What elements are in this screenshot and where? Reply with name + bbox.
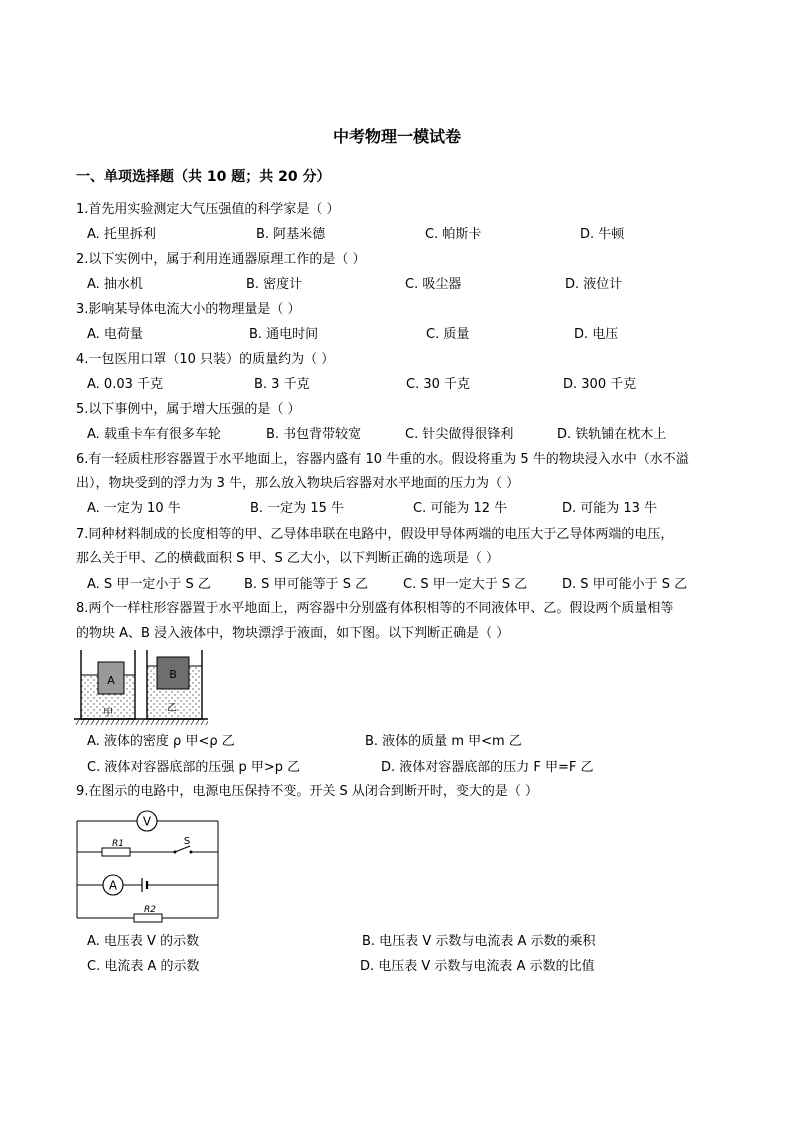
- question-8-stem-line-2: 的物块 A、B 浸入液体中，物块漂浮于液面，如下图。以下判断正确是（ ）: [76, 626, 510, 641]
- question-8-option-b[interactable]: B. 液体的质量 m 甲<m 乙: [365, 734, 522, 749]
- voltmeter-label: V: [142, 814, 152, 829]
- question-3-option-d[interactable]: D. 电压: [574, 327, 619, 342]
- question-5-option-d[interactable]: D. 铁轨铺在枕木上: [557, 427, 667, 442]
- question-5-stem: 5.以下事例中，属于增大压强的是（ ）: [76, 402, 301, 417]
- resistor-r1-label: R1: [112, 839, 124, 849]
- question-6-option-d[interactable]: D. 可能为 13 牛: [562, 501, 658, 516]
- question-5-option-a[interactable]: A. 载重卡车有很多车轮: [87, 427, 221, 442]
- question-5-option-c[interactable]: C. 针尖做得很锋利: [405, 427, 514, 442]
- containers-figure: [74, 648, 214, 726]
- question-2-stem: 2.以下实例中，属于利用连通器原理工作的是（ ）: [76, 252, 366, 267]
- question-6-option-c[interactable]: C. 可能为 12 牛: [413, 501, 508, 516]
- question-7-option-d[interactable]: D. S 甲可能小于 S 乙: [562, 577, 688, 592]
- liquid-jia-label: 甲: [103, 708, 113, 719]
- question-9-option-b[interactable]: B. 电压表 V 示数与电流表 A 示数的乘积: [362, 934, 596, 949]
- question-7-stem-line-1: 7.同种材料制成的长度相等的甲、乙导体串联在电路中，假设甲导体两端的电压大于乙导体两端的电压，: [76, 527, 674, 542]
- page-title: 中考物理一模试卷: [332, 127, 461, 146]
- block-b-label: B: [169, 668, 177, 681]
- question-3-stem: 3.影响某导体电流大小的物理量是（ ）: [76, 302, 301, 317]
- question-1-option-b[interactable]: B. 阿基米德: [256, 227, 326, 242]
- question-7-option-c[interactable]: C. S 甲一定大于 S 乙: [403, 577, 528, 592]
- question-9-stem: 9.在图示的电路中，电源电压保持不变。开关 S 从闭合到断开时，变大的是（ ）: [76, 784, 539, 799]
- question-4-option-d[interactable]: D. 300 千克: [563, 377, 637, 392]
- question-1-option-c[interactable]: C. 帕斯卡: [425, 227, 482, 242]
- question-1-stem: 1.首先用实验测定大气压强值的科学家是（ ）: [76, 202, 340, 217]
- question-3-option-b[interactable]: B. 通电时间: [249, 327, 319, 342]
- circuit-figure: [74, 808, 224, 924]
- question-7-option-a[interactable]: A. S 甲一定小于 S 乙: [87, 577, 211, 592]
- question-3-option-a[interactable]: A. 电荷量: [87, 327, 143, 342]
- question-5-option-b[interactable]: B. 书包背带较宽: [266, 427, 362, 442]
- block-a-label: A: [107, 674, 115, 687]
- question-2-option-a[interactable]: A. 抽水机: [87, 277, 143, 292]
- question-8-option-c[interactable]: C. 液体对容器底部的压强 p 甲>p 乙: [87, 760, 301, 775]
- section-heading: 一、单项选择题（共 10 题；共 20 分）: [76, 169, 331, 185]
- question-6-stem-line-2: 出），物块受到的浮力为 3 牛，那么放入物块后容器对水平地面的压力为（ ）: [76, 476, 520, 491]
- resistor-r1: [102, 848, 130, 856]
- question-4-option-c[interactable]: C. 30 千克: [406, 377, 471, 392]
- question-8-stem-line-1: 8.两个一样柱形容器置于水平地面上，两容器中分别盛有体积相等的不同液体甲、乙。假设两个质量相等: [76, 601, 674, 616]
- question-9-option-c[interactable]: C. 电流表 A 的示数: [87, 959, 200, 974]
- question-9-option-a[interactable]: A. 电压表 V 的示数: [87, 934, 200, 949]
- question-4-option-b[interactable]: B. 3 千克: [254, 377, 310, 392]
- question-6-option-a[interactable]: A. 一定为 10 牛: [87, 501, 181, 516]
- question-9-option-d[interactable]: D. 电压表 V 示数与电流表 A 示数的比值: [360, 959, 595, 974]
- resistor-r2: [134, 914, 162, 922]
- ground: [74, 719, 208, 725]
- ammeter-label: A: [108, 878, 118, 893]
- question-4-stem: 4.一包医用口罩（10 只装）的质量约为（ ）: [76, 352, 335, 367]
- question-2-option-d[interactable]: D. 液位计: [565, 277, 623, 292]
- switch-s-label: S: [183, 836, 191, 847]
- question-3-option-c[interactable]: C. 质量: [426, 327, 470, 342]
- question-6-stem-line-1: 6.有一轻质柱形容器置于水平地面上，容器内盛有 10 牛重的水。假设将重为 5 牛的物块浸入水中（水不溢: [76, 452, 689, 467]
- question-1-option-d[interactable]: D. 牛顿: [580, 227, 625, 242]
- question-1-option-a[interactable]: A. 托里拆利: [87, 227, 156, 242]
- question-2-option-c[interactable]: C. 吸尘器: [405, 277, 462, 292]
- question-4-option-a[interactable]: A. 0.03 千克: [87, 377, 164, 392]
- question-7-option-b[interactable]: B. S 甲可能等于 S 乙: [244, 577, 369, 592]
- resistor-r2-label: R2: [144, 905, 156, 915]
- question-2-option-b[interactable]: B. 密度计: [246, 277, 303, 292]
- question-6-option-b[interactable]: B. 一定为 15 牛: [250, 501, 344, 516]
- question-8-option-d[interactable]: D. 液体对容器底部的压力 F 甲=F 乙: [381, 760, 594, 775]
- question-8-option-a[interactable]: A. 液体的密度 ρ 甲<ρ 乙: [87, 734, 235, 749]
- question-7-stem-line-2: 那么关于甲、乙的横截面积 S 甲、S 乙大小，以下判断正确的选项是（ ）: [76, 551, 500, 566]
- liquid-yi-label: 乙: [167, 703, 177, 714]
